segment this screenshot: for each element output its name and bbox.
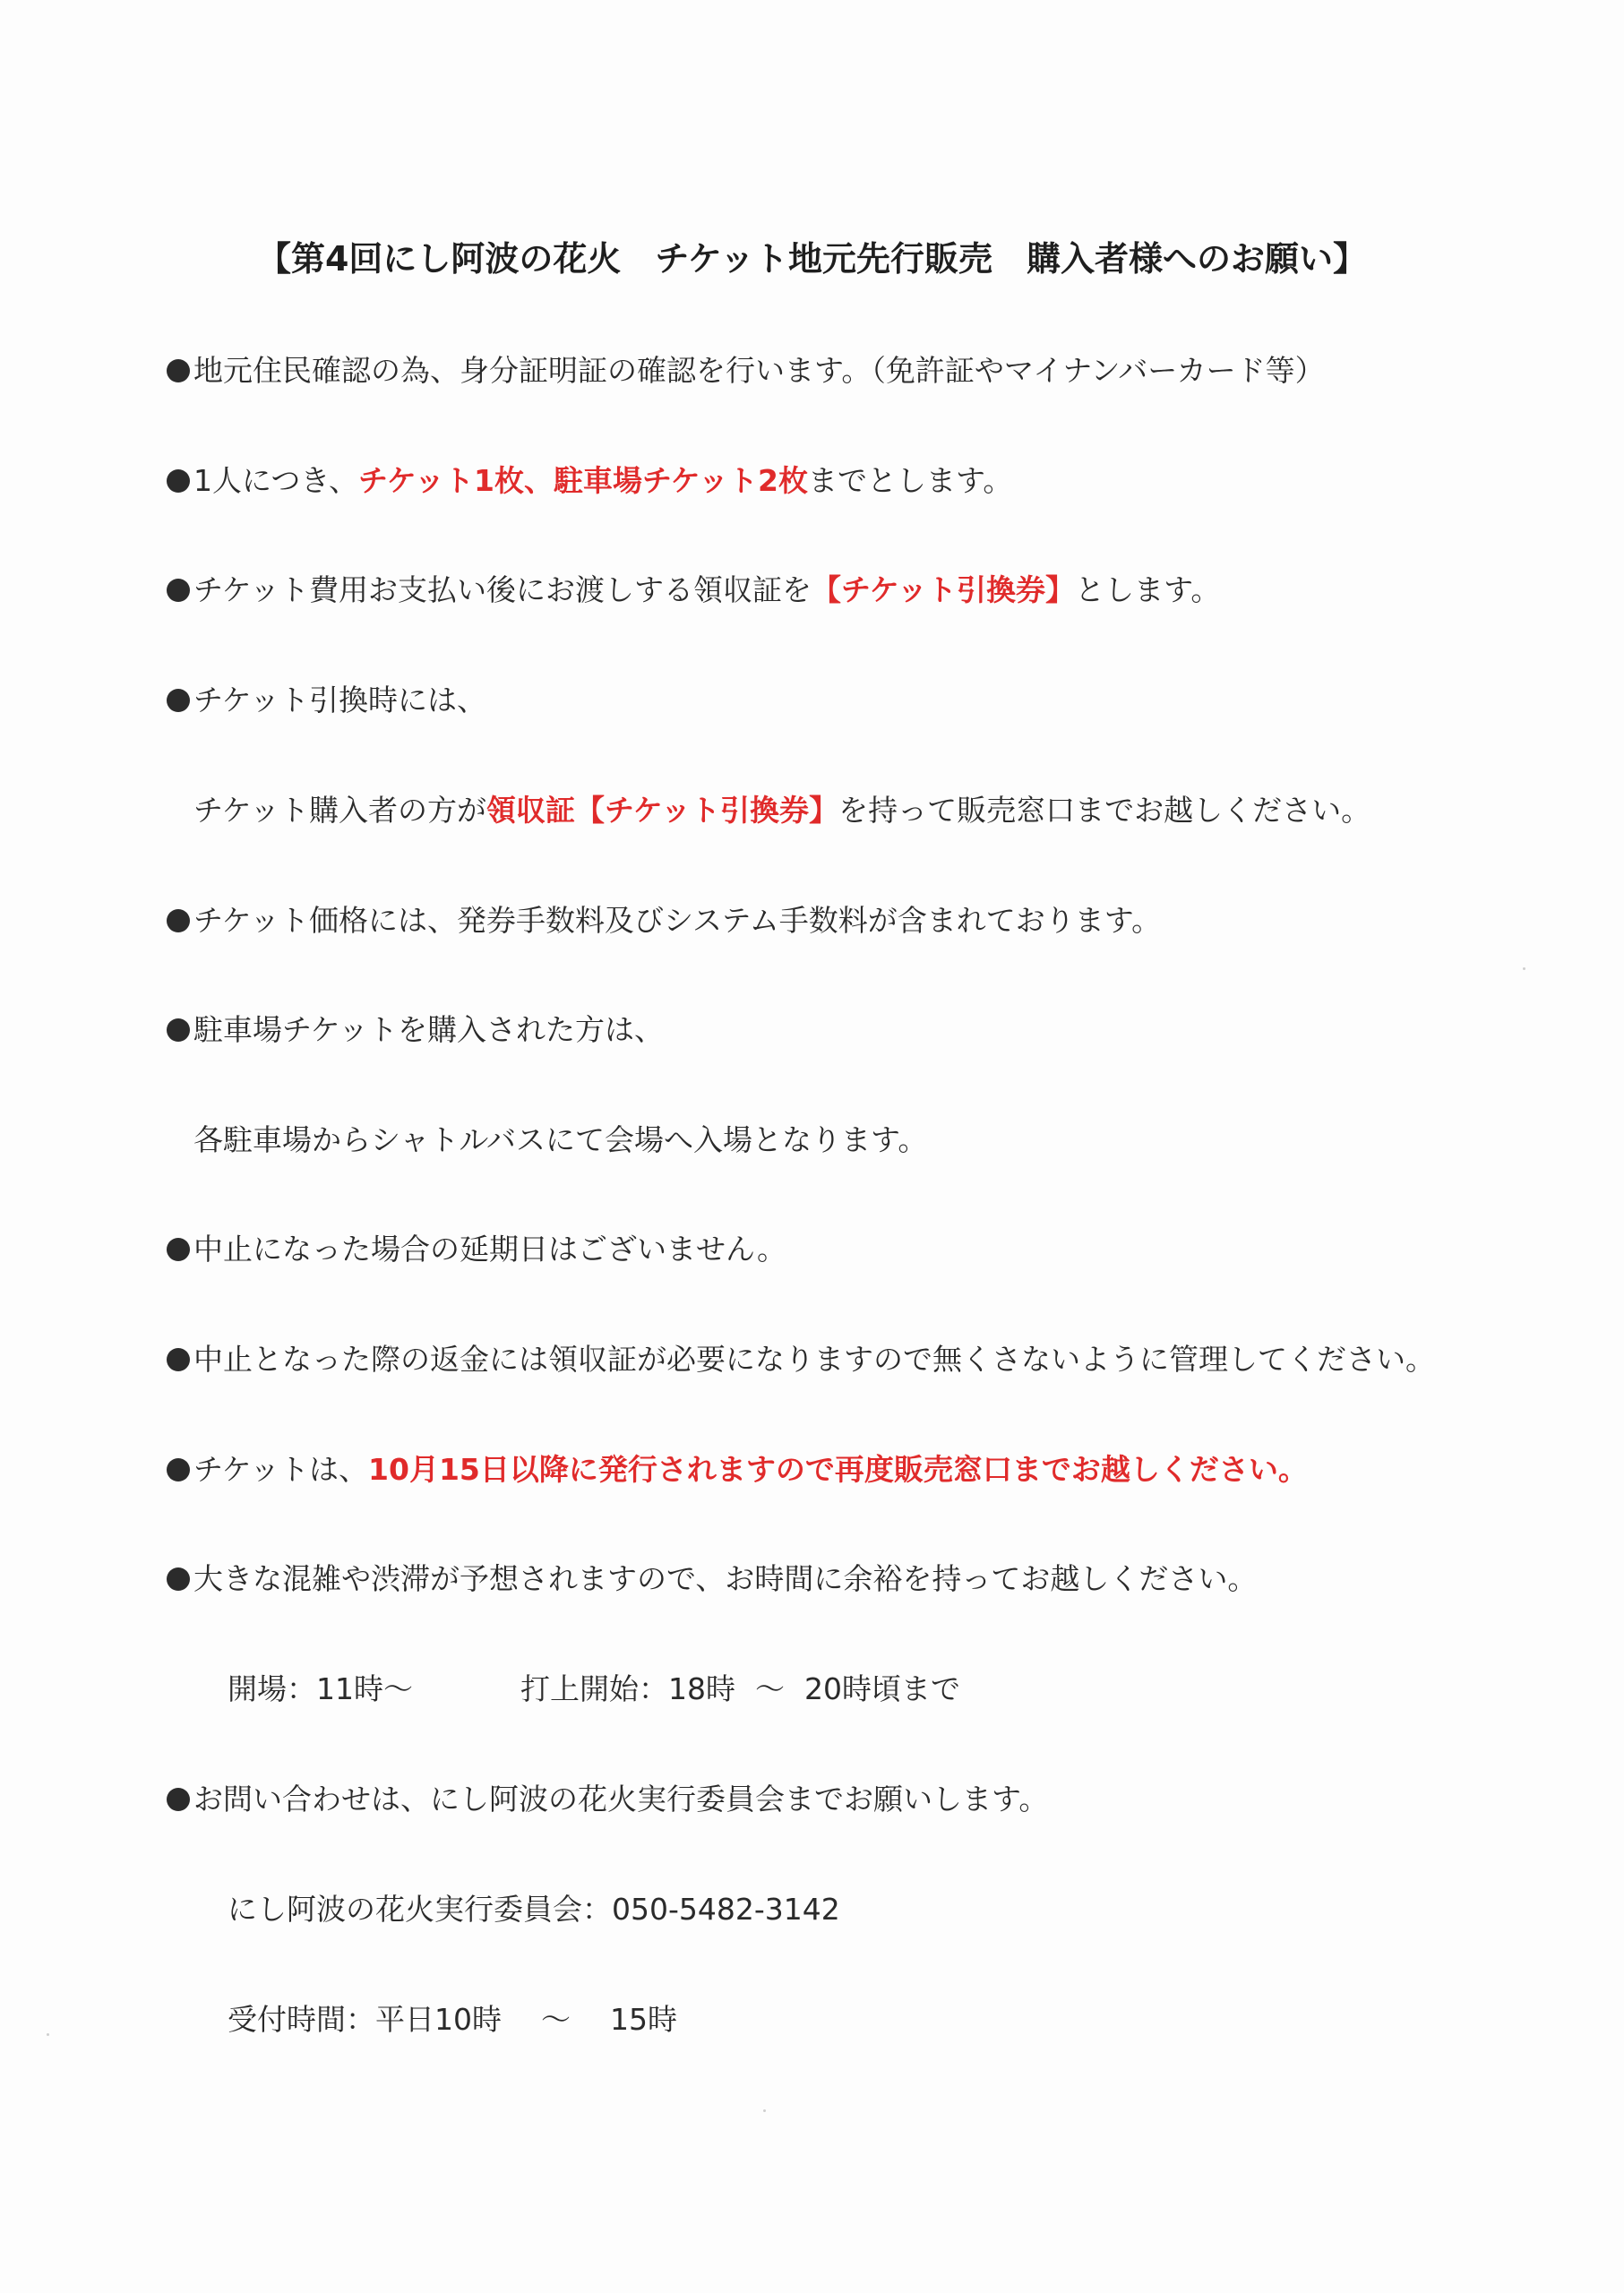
bullet-icon [167,1567,190,1591]
notice-item-exchange: チケット引換時には、 [167,681,486,720]
scan-speck [47,2033,49,2036]
notice-item-refund: 中止となった際の返金には領収証が必要になりますので無くさないように管理してください。 [167,1340,1435,1379]
highlight-text: 【チケット引換券】 [812,572,1076,607]
bullet-icon [167,579,190,602]
notice-item-id-check: 地元住民確認の為、身分証明証の確認を行います。（免許証やマイナンバーカード等） [167,351,1325,391]
notice-item-exchange-detail: チケット購入者の方が領収証【チケット引換券】を持って販売窓口までお越しください。 [193,793,1371,828]
notice-item-parking: 駐車場チケットを購入された方は、 [167,1010,664,1050]
bullet-icon [167,1238,190,1261]
notice-item-ticket-limit: 1人につき、チケット1枚、駐車場チケット2枚までとします。 [167,461,1012,501]
page-title: 【第4回にし阿波の花火 チケット地元先行販売 購入者様へのお願い】 [256,239,1368,279]
notice-item-parking-detail: 各駐車場からシャトルバスにて会場へ入場となります。 [193,1122,928,1157]
scan-speck [763,2109,766,2112]
highlight-text: チケット1枚、駐車場チケット2枚 [358,463,808,498]
schedule-times: 開場：11時〜 打上開始：18時 〜 20時頃まで [228,1671,960,1706]
contact-hours: 受付時間：平日10時 〜 15時 [228,2002,677,2037]
bullet-icon [167,359,190,382]
open-time: 開場：11時〜 [228,1671,413,1706]
notice-item-issue-date: チケットは、10月15日以降に発行されますので再度販売窓口までお越しください。 [167,1450,1308,1490]
bullet-icon [167,909,190,932]
notice-item-contact: お問い合わせは、にし阿波の花火実行委員会までお願いします。 [167,1780,1048,1819]
bullet-icon [167,1458,190,1481]
notice-item-receipt: チケット費用お支払い後にお渡しする領収証を【チケット引換券】とします。 [167,571,1220,610]
bullet-icon [167,1018,190,1042]
bullet-icon [167,469,190,493]
scan-speck [1523,967,1525,970]
notice-item-no-postpone: 中止になった場合の延期日はございません。 [167,1230,786,1269]
bullet-icon [167,1788,190,1811]
bullet-icon [167,1348,190,1371]
notice-item-congestion: 大きな混雑や渋滞が予想されますので、お時間に余裕を持ってお越しください。 [167,1559,1257,1599]
bullet-icon [167,689,190,712]
launch-start: 打上開始：18時 [520,1671,735,1706]
highlight-text: 領収証【チケット引換券】 [486,793,839,828]
highlight-text: 10月15日以降に発行されますので再度販売窓口までお越しください。 [368,1452,1308,1487]
launch-end: 20時頃まで [804,1671,960,1706]
contact-phone: にし阿波の花火実行委員会：050-5482-3142 [228,1892,840,1927]
notice-item-fees: チケット価格には、発券手数料及びシステム手数料が含まれております。 [167,901,1161,940]
